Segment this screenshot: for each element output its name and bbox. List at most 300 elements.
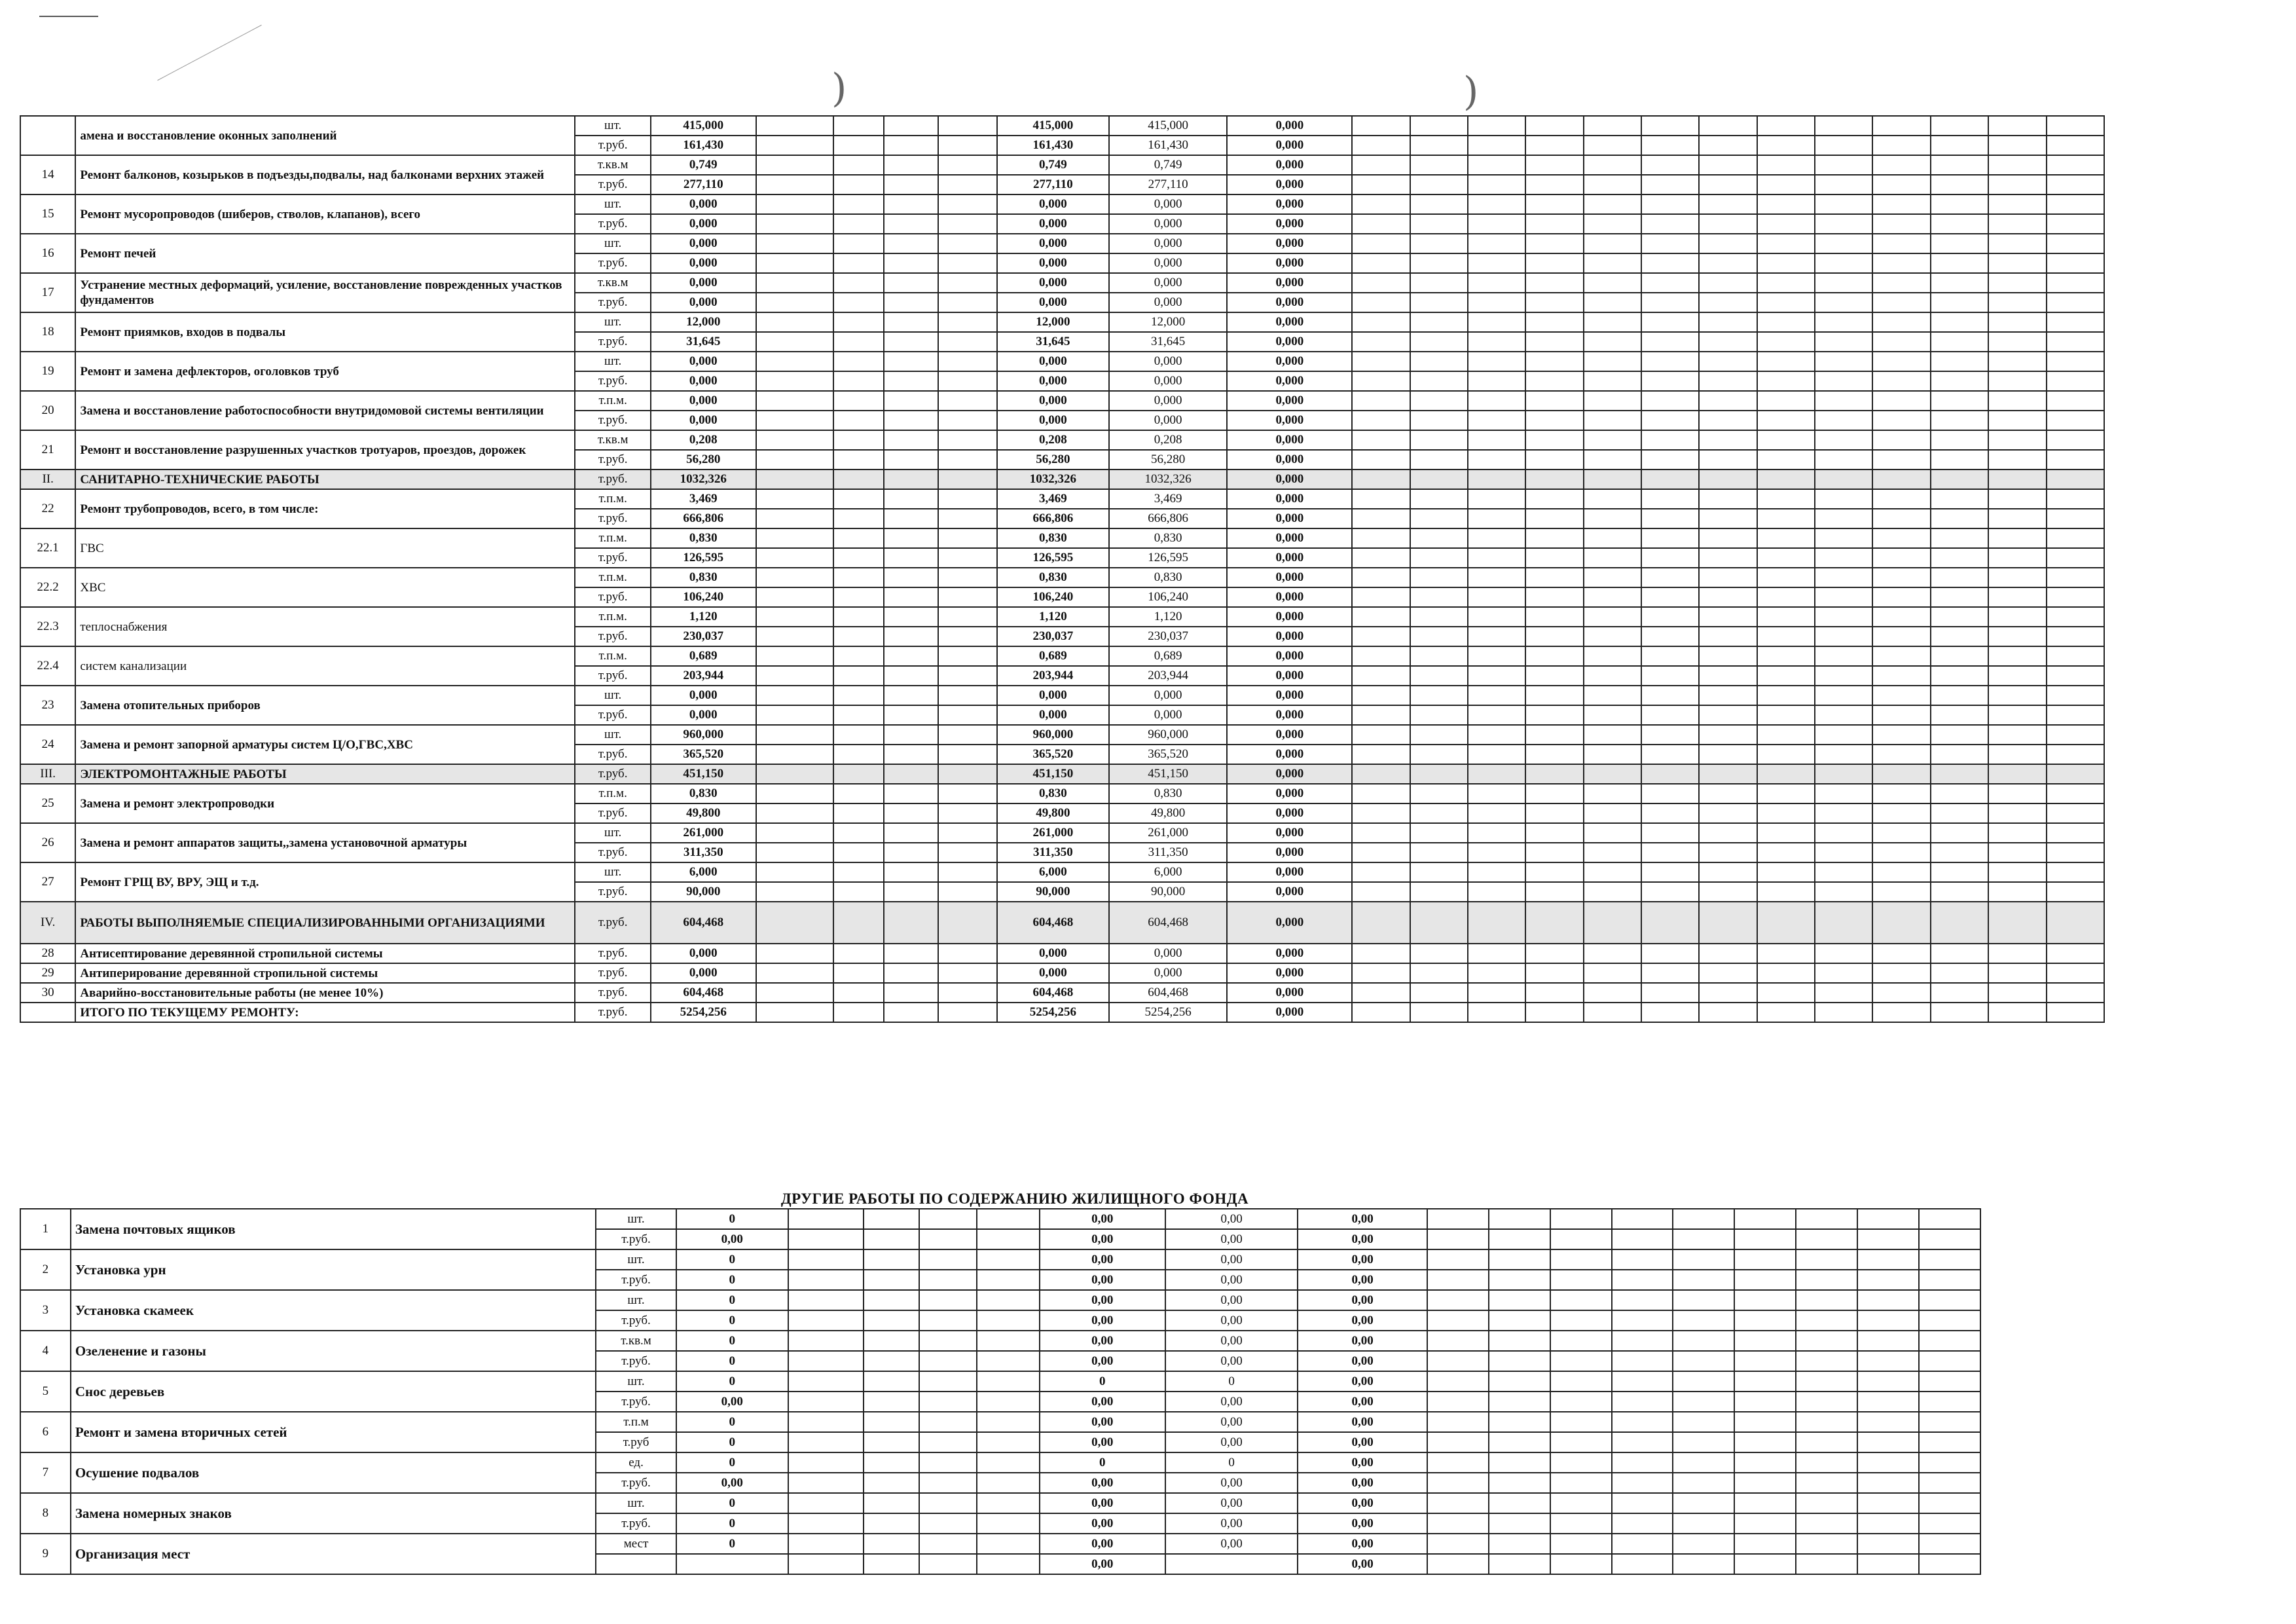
empty-cell: [2047, 528, 2104, 548]
empty-cell: [938, 627, 997, 646]
empty-cell: [1988, 391, 2046, 411]
empty-cell: [1410, 352, 1468, 371]
value-cell: 6,000: [1109, 862, 1228, 882]
empty-cell: [833, 450, 884, 470]
empty-cell: [756, 253, 833, 273]
empty-cell: [833, 411, 884, 430]
unit-cell: т.руб.: [575, 548, 650, 568]
empty-cell: [1352, 568, 1410, 587]
empty-cell: [1757, 273, 1815, 293]
row-number: 5: [20, 1371, 71, 1412]
empty-cell: [756, 371, 833, 391]
empty-cell: [1931, 293, 1988, 312]
empty-cell: [1468, 627, 1525, 646]
empty-cell: [1612, 1351, 1673, 1371]
empty-cell: [1815, 725, 1872, 745]
empty-cell: [1352, 371, 1410, 391]
punch-mark-left: ): [831, 65, 847, 111]
empty-cell: [833, 983, 884, 1003]
deviation-cell: 0,000: [1227, 686, 1352, 705]
empty-cell: [1410, 253, 1468, 273]
empty-cell: [1919, 1432, 1980, 1452]
row-number: 20: [20, 391, 75, 430]
empty-cell: [1815, 175, 1872, 194]
value-cell: 0,208: [997, 430, 1109, 450]
empty-cell: [1815, 764, 1872, 784]
deviation-cell: 0,000: [1227, 803, 1352, 823]
planned-value: 0: [676, 1290, 788, 1310]
unit-cell: т.руб.: [575, 902, 650, 944]
value-cell: 0,749: [1109, 155, 1228, 175]
deviation-cell: 0,000: [1227, 214, 1352, 234]
planned-value: 0,000: [651, 194, 756, 214]
value-cell: 0,00: [1165, 1229, 1298, 1249]
empty-cell: [2047, 391, 2104, 411]
empty-cell: [1988, 882, 2046, 902]
empty-cell: [1699, 194, 1757, 214]
empty-cell: [1525, 627, 1583, 646]
value-cell: 0,830: [997, 528, 1109, 548]
planned-value: 0: [676, 1331, 788, 1351]
empty-cell: [1931, 666, 1988, 686]
empty-cell: [864, 1392, 919, 1412]
empty-cell: [884, 646, 938, 666]
empty-cell: [1468, 214, 1525, 234]
empty-cell: [1584, 705, 1641, 725]
empty-cell: [1931, 234, 1988, 253]
empty-cell: [1931, 823, 1988, 843]
unit-cell: шт.: [575, 194, 650, 214]
empty-cell: [938, 528, 997, 548]
planned-value: 666,806: [651, 509, 756, 528]
unit-cell: т.руб.: [596, 1513, 676, 1534]
empty-cell: [1919, 1270, 1980, 1290]
empty-cell: [884, 548, 938, 568]
empty-cell: [1988, 607, 2046, 627]
empty-cell: [833, 882, 884, 902]
empty-cell: [1872, 666, 1930, 686]
empty-cell: [1931, 745, 1988, 764]
empty-cell: [1584, 371, 1641, 391]
empty-cell: [1815, 391, 1872, 411]
value-cell: 261,000: [997, 823, 1109, 843]
value-cell: 0: [1165, 1452, 1298, 1473]
empty-cell: [938, 902, 997, 944]
deviation-cell: 0,00: [1298, 1290, 1427, 1310]
empty-cell: [1872, 823, 1930, 843]
empty-cell: [1815, 803, 1872, 823]
empty-cell: [1815, 450, 1872, 470]
empty-cell: [1641, 803, 1699, 823]
planned-value: 0,830: [651, 568, 756, 587]
value-cell: 90,000: [997, 882, 1109, 902]
empty-cell: [1352, 882, 1410, 902]
empty-cell: [1352, 902, 1410, 944]
table-row: [20, 1412, 1980, 1432]
empty-cell: [919, 1452, 976, 1473]
empty-cell: [884, 430, 938, 450]
empty-cell: [1988, 944, 2046, 963]
empty-cell: [1988, 509, 2046, 528]
empty-cell: [1796, 1513, 1857, 1534]
planned-value: 604,468: [651, 902, 756, 944]
empty-cell: [1525, 666, 1583, 686]
empty-cell: [1584, 332, 1641, 352]
empty-cell: [1757, 902, 1815, 944]
deviation-cell: 0,000: [1227, 175, 1352, 194]
empty-cell: [2047, 607, 2104, 627]
empty-cell: [1584, 312, 1641, 332]
empty-cell: [1699, 391, 1757, 411]
empty-cell: [1757, 983, 1815, 1003]
punch-mark-right: ): [1463, 69, 1479, 115]
empty-cell: [1699, 253, 1757, 273]
empty-cell: [1919, 1412, 1980, 1432]
row-number: 8: [20, 1493, 71, 1534]
empty-cell: [1872, 175, 1930, 194]
planned-value: 0,000: [651, 371, 756, 391]
empty-cell: [1352, 194, 1410, 214]
empty-cell: [1872, 116, 1930, 136]
work-name: Ремонт мусоропроводов (шиберов, стволов, клапанов), всего: [75, 194, 575, 234]
empty-cell: [1872, 509, 1930, 528]
empty-cell: [1815, 902, 1872, 944]
empty-cell: [1410, 725, 1468, 745]
value-cell: 0,000: [997, 705, 1109, 725]
unit-cell: т.руб.: [575, 944, 650, 963]
row-number: 25: [20, 784, 75, 823]
empty-cell: [1489, 1554, 1550, 1574]
work-name: амена и восстановление оконных заполнений: [75, 116, 575, 155]
empty-cell: [1815, 293, 1872, 312]
empty-cell: [1872, 882, 1930, 902]
unit-cell: т.руб.: [575, 332, 650, 352]
empty-cell: [1352, 509, 1410, 528]
empty-cell: [864, 1290, 919, 1310]
empty-cell: [1988, 983, 2046, 1003]
value-cell: 0,000: [1109, 253, 1228, 273]
table-row: [20, 944, 2104, 963]
deviation-cell: 0,000: [1227, 528, 1352, 548]
empty-cell: [1757, 136, 1815, 155]
empty-cell: [1410, 882, 1468, 902]
empty-cell: [1673, 1371, 1734, 1392]
empty-cell: [1352, 136, 1410, 155]
empty-cell: [1641, 745, 1699, 764]
planned-value: 90,000: [651, 882, 756, 902]
value-cell: 0,000: [997, 194, 1109, 214]
empty-cell: [788, 1249, 864, 1270]
row-number: 7: [20, 1452, 71, 1493]
row-number: 18: [20, 312, 75, 352]
empty-cell: [1612, 1432, 1673, 1452]
empty-cell: [1796, 1270, 1857, 1290]
empty-cell: [1757, 725, 1815, 745]
table-row: [20, 391, 2104, 411]
unit-cell: т.руб.: [575, 411, 650, 430]
empty-cell: [1468, 548, 1525, 568]
empty-cell: [1757, 430, 1815, 450]
empty-cell: [1872, 963, 1930, 983]
empty-cell: [1352, 944, 1410, 963]
value-cell: 0,208: [1109, 430, 1228, 450]
empty-cell: [756, 450, 833, 470]
empty-cell: [1919, 1249, 1980, 1270]
empty-cell: [1734, 1290, 1796, 1310]
empty-cell: [756, 194, 833, 214]
value-cell: 106,240: [1109, 587, 1228, 607]
value-cell: 0,830: [997, 568, 1109, 587]
planned-value: 106,240: [651, 587, 756, 607]
deviation-cell: 0,000: [1227, 823, 1352, 843]
unit-cell: т.руб.: [575, 293, 650, 312]
empty-cell: [1699, 175, 1757, 194]
empty-cell: [833, 862, 884, 882]
empty-cell: [1550, 1249, 1612, 1270]
empty-cell: [1988, 745, 2046, 764]
empty-cell: [1468, 312, 1525, 332]
deviation-cell: 0,00: [1298, 1473, 1427, 1493]
empty-cell: [833, 489, 884, 509]
planned-value: 0,000: [651, 391, 756, 411]
empty-cell: [1612, 1371, 1673, 1392]
empty-cell: [2047, 470, 2104, 489]
empty-cell: [756, 627, 833, 646]
value-cell: 0,000: [997, 391, 1109, 411]
empty-cell: [1931, 352, 1988, 371]
empty-cell: [919, 1371, 976, 1392]
unit-cell: т.п.м.: [575, 489, 650, 509]
empty-cell: [1673, 1209, 1734, 1229]
planned-value: 0: [676, 1270, 788, 1290]
empty-cell: [1673, 1432, 1734, 1452]
empty-cell: [1931, 764, 1988, 784]
empty-cell: [1673, 1513, 1734, 1534]
empty-cell: [756, 666, 833, 686]
empty-cell: [788, 1432, 864, 1452]
empty-cell: [938, 963, 997, 983]
value-cell: 12,000: [997, 312, 1109, 332]
empty-cell: [1352, 214, 1410, 234]
empty-cell: [1584, 352, 1641, 371]
empty-cell: [1427, 1209, 1489, 1229]
empty-cell: [1410, 293, 1468, 312]
planned-value: 0,830: [651, 784, 756, 803]
empty-cell: [1584, 450, 1641, 470]
empty-cell: [1641, 175, 1699, 194]
empty-cell: [1410, 983, 1468, 1003]
empty-cell: [833, 194, 884, 214]
empty-cell: [788, 1209, 864, 1229]
unit-cell: т.п.м.: [575, 607, 650, 627]
empty-cell: [1872, 450, 1930, 470]
empty-cell: [1931, 116, 1988, 136]
empty-cell: [1352, 116, 1410, 136]
value-cell: 0,000: [1109, 352, 1228, 371]
empty-cell: [1612, 1229, 1673, 1249]
empty-cell: [1919, 1351, 1980, 1371]
empty-cell: [1584, 646, 1641, 666]
planned-value: 0,000: [651, 234, 756, 253]
empty-cell: [884, 607, 938, 627]
empty-cell: [1815, 116, 1872, 136]
work-name: систем канализации: [75, 646, 575, 686]
empty-cell: [1410, 194, 1468, 214]
empty-cell: [1919, 1290, 1980, 1310]
empty-cell: [1641, 312, 1699, 332]
empty-cell: [1641, 273, 1699, 293]
empty-cell: [1352, 705, 1410, 725]
value-cell: 203,944: [997, 666, 1109, 686]
empty-cell: [756, 175, 833, 194]
value-cell: 604,468: [997, 983, 1109, 1003]
empty-cell: [2047, 234, 2104, 253]
empty-cell: [938, 214, 997, 234]
planned-value: 0: [676, 1452, 788, 1473]
row-number: II.: [20, 470, 75, 489]
value-cell: 1032,326: [997, 470, 1109, 489]
empty-cell: [1931, 509, 1988, 528]
work-name: Антисептирование деревянной стропильной системы: [75, 944, 575, 963]
empty-cell: [1815, 823, 1872, 843]
empty-cell: [919, 1412, 976, 1432]
empty-cell: [1525, 136, 1583, 155]
empty-cell: [1641, 194, 1699, 214]
empty-cell: [1931, 963, 1988, 983]
empty-cell: [1988, 686, 2046, 705]
empty-cell: [2047, 430, 2104, 450]
empty-cell: [1815, 587, 1872, 607]
empty-cell: [2047, 253, 2104, 273]
empty-cell: [1525, 587, 1583, 607]
empty-cell: [756, 312, 833, 332]
deviation-cell: 0,000: [1227, 194, 1352, 214]
empty-cell: [1525, 568, 1583, 587]
empty-cell: [2047, 411, 2104, 430]
empty-cell: [788, 1290, 864, 1310]
empty-cell: [1468, 944, 1525, 963]
empty-cell: [2047, 944, 2104, 963]
empty-cell: [1919, 1229, 1980, 1249]
empty-cell: [1931, 312, 1988, 332]
empty-cell: [1352, 587, 1410, 607]
empty-cell: [1352, 273, 1410, 293]
empty-cell: [1427, 1249, 1489, 1270]
empty-cell: [1757, 371, 1815, 391]
row-number: 23: [20, 686, 75, 725]
empty-cell: [756, 983, 833, 1003]
deviation-cell: 0,000: [1227, 607, 1352, 627]
deviation-cell: 0,000: [1227, 509, 1352, 528]
empty-cell: [1815, 371, 1872, 391]
empty-cell: [1352, 430, 1410, 450]
empty-cell: [864, 1331, 919, 1351]
value-cell: 0,00: [1040, 1209, 1165, 1229]
empty-cell: [1796, 1331, 1857, 1351]
unit-cell: т.руб.: [596, 1392, 676, 1412]
empty-cell: [1584, 823, 1641, 843]
empty-cell: [1468, 411, 1525, 430]
empty-cell: [833, 944, 884, 963]
empty-cell: [1410, 944, 1468, 963]
empty-cell: [833, 470, 884, 489]
empty-cell: [919, 1270, 976, 1290]
empty-cell: [1410, 273, 1468, 293]
row-number: 9: [20, 1534, 71, 1574]
empty-cell: [1931, 136, 1988, 155]
empty-cell: [1641, 686, 1699, 705]
value-cell: 311,350: [997, 843, 1109, 862]
empty-cell: [1872, 214, 1930, 234]
scan-artifact-line: [157, 25, 261, 81]
empty-cell: [1525, 214, 1583, 234]
empty-cell: [1857, 1371, 1919, 1392]
empty-cell: [1872, 902, 1930, 944]
empty-cell: [1584, 944, 1641, 963]
empty-cell: [919, 1331, 976, 1351]
empty-cell: [1550, 1310, 1612, 1331]
empty-cell: [756, 803, 833, 823]
empty-cell: [1931, 705, 1988, 725]
empty-cell: [1673, 1412, 1734, 1432]
planned-value: 0,000: [651, 293, 756, 312]
empty-cell: [1757, 234, 1815, 253]
empty-cell: [1699, 352, 1757, 371]
empty-cell: [1699, 666, 1757, 686]
empty-cell: [1857, 1534, 1919, 1554]
empty-cell: [938, 607, 997, 627]
empty-cell: [1988, 214, 2046, 234]
empty-cell: [1352, 983, 1410, 1003]
empty-cell: [1872, 136, 1930, 155]
scan-artifact-line: [39, 16, 98, 17]
empty-cell: [1931, 391, 1988, 411]
empty-cell: [1931, 568, 1988, 587]
empty-cell: [788, 1331, 864, 1351]
empty-cell: [1872, 587, 1930, 607]
empty-cell: [1872, 646, 1930, 666]
empty-cell: [1988, 450, 2046, 470]
empty-cell: [1757, 194, 1815, 214]
empty-cell: [1757, 568, 1815, 587]
value-cell: 1032,326: [1109, 470, 1228, 489]
empty-cell: [1673, 1270, 1734, 1290]
value-cell: 31,645: [1109, 332, 1228, 352]
empty-cell: [1584, 116, 1641, 136]
empty-cell: [1919, 1371, 1980, 1392]
empty-cell: [1410, 902, 1468, 944]
value-cell: 0,000: [997, 214, 1109, 234]
empty-cell: [833, 803, 884, 823]
empty-cell: [884, 450, 938, 470]
empty-cell: [1584, 528, 1641, 548]
empty-cell: [1410, 430, 1468, 450]
empty-cell: [1673, 1351, 1734, 1371]
work-name: теплоснабжения: [75, 607, 575, 646]
empty-cell: [884, 862, 938, 882]
empty-cell: [1757, 646, 1815, 666]
empty-cell: [1757, 803, 1815, 823]
empty-cell: [1427, 1229, 1489, 1249]
empty-cell: [1584, 745, 1641, 764]
table-row: [20, 234, 2104, 253]
table-row: [20, 155, 2104, 175]
empty-cell: [1734, 1229, 1796, 1249]
empty-cell: [884, 194, 938, 214]
empty-cell: [864, 1513, 919, 1534]
empty-cell: [756, 528, 833, 548]
empty-cell: [1612, 1209, 1673, 1229]
